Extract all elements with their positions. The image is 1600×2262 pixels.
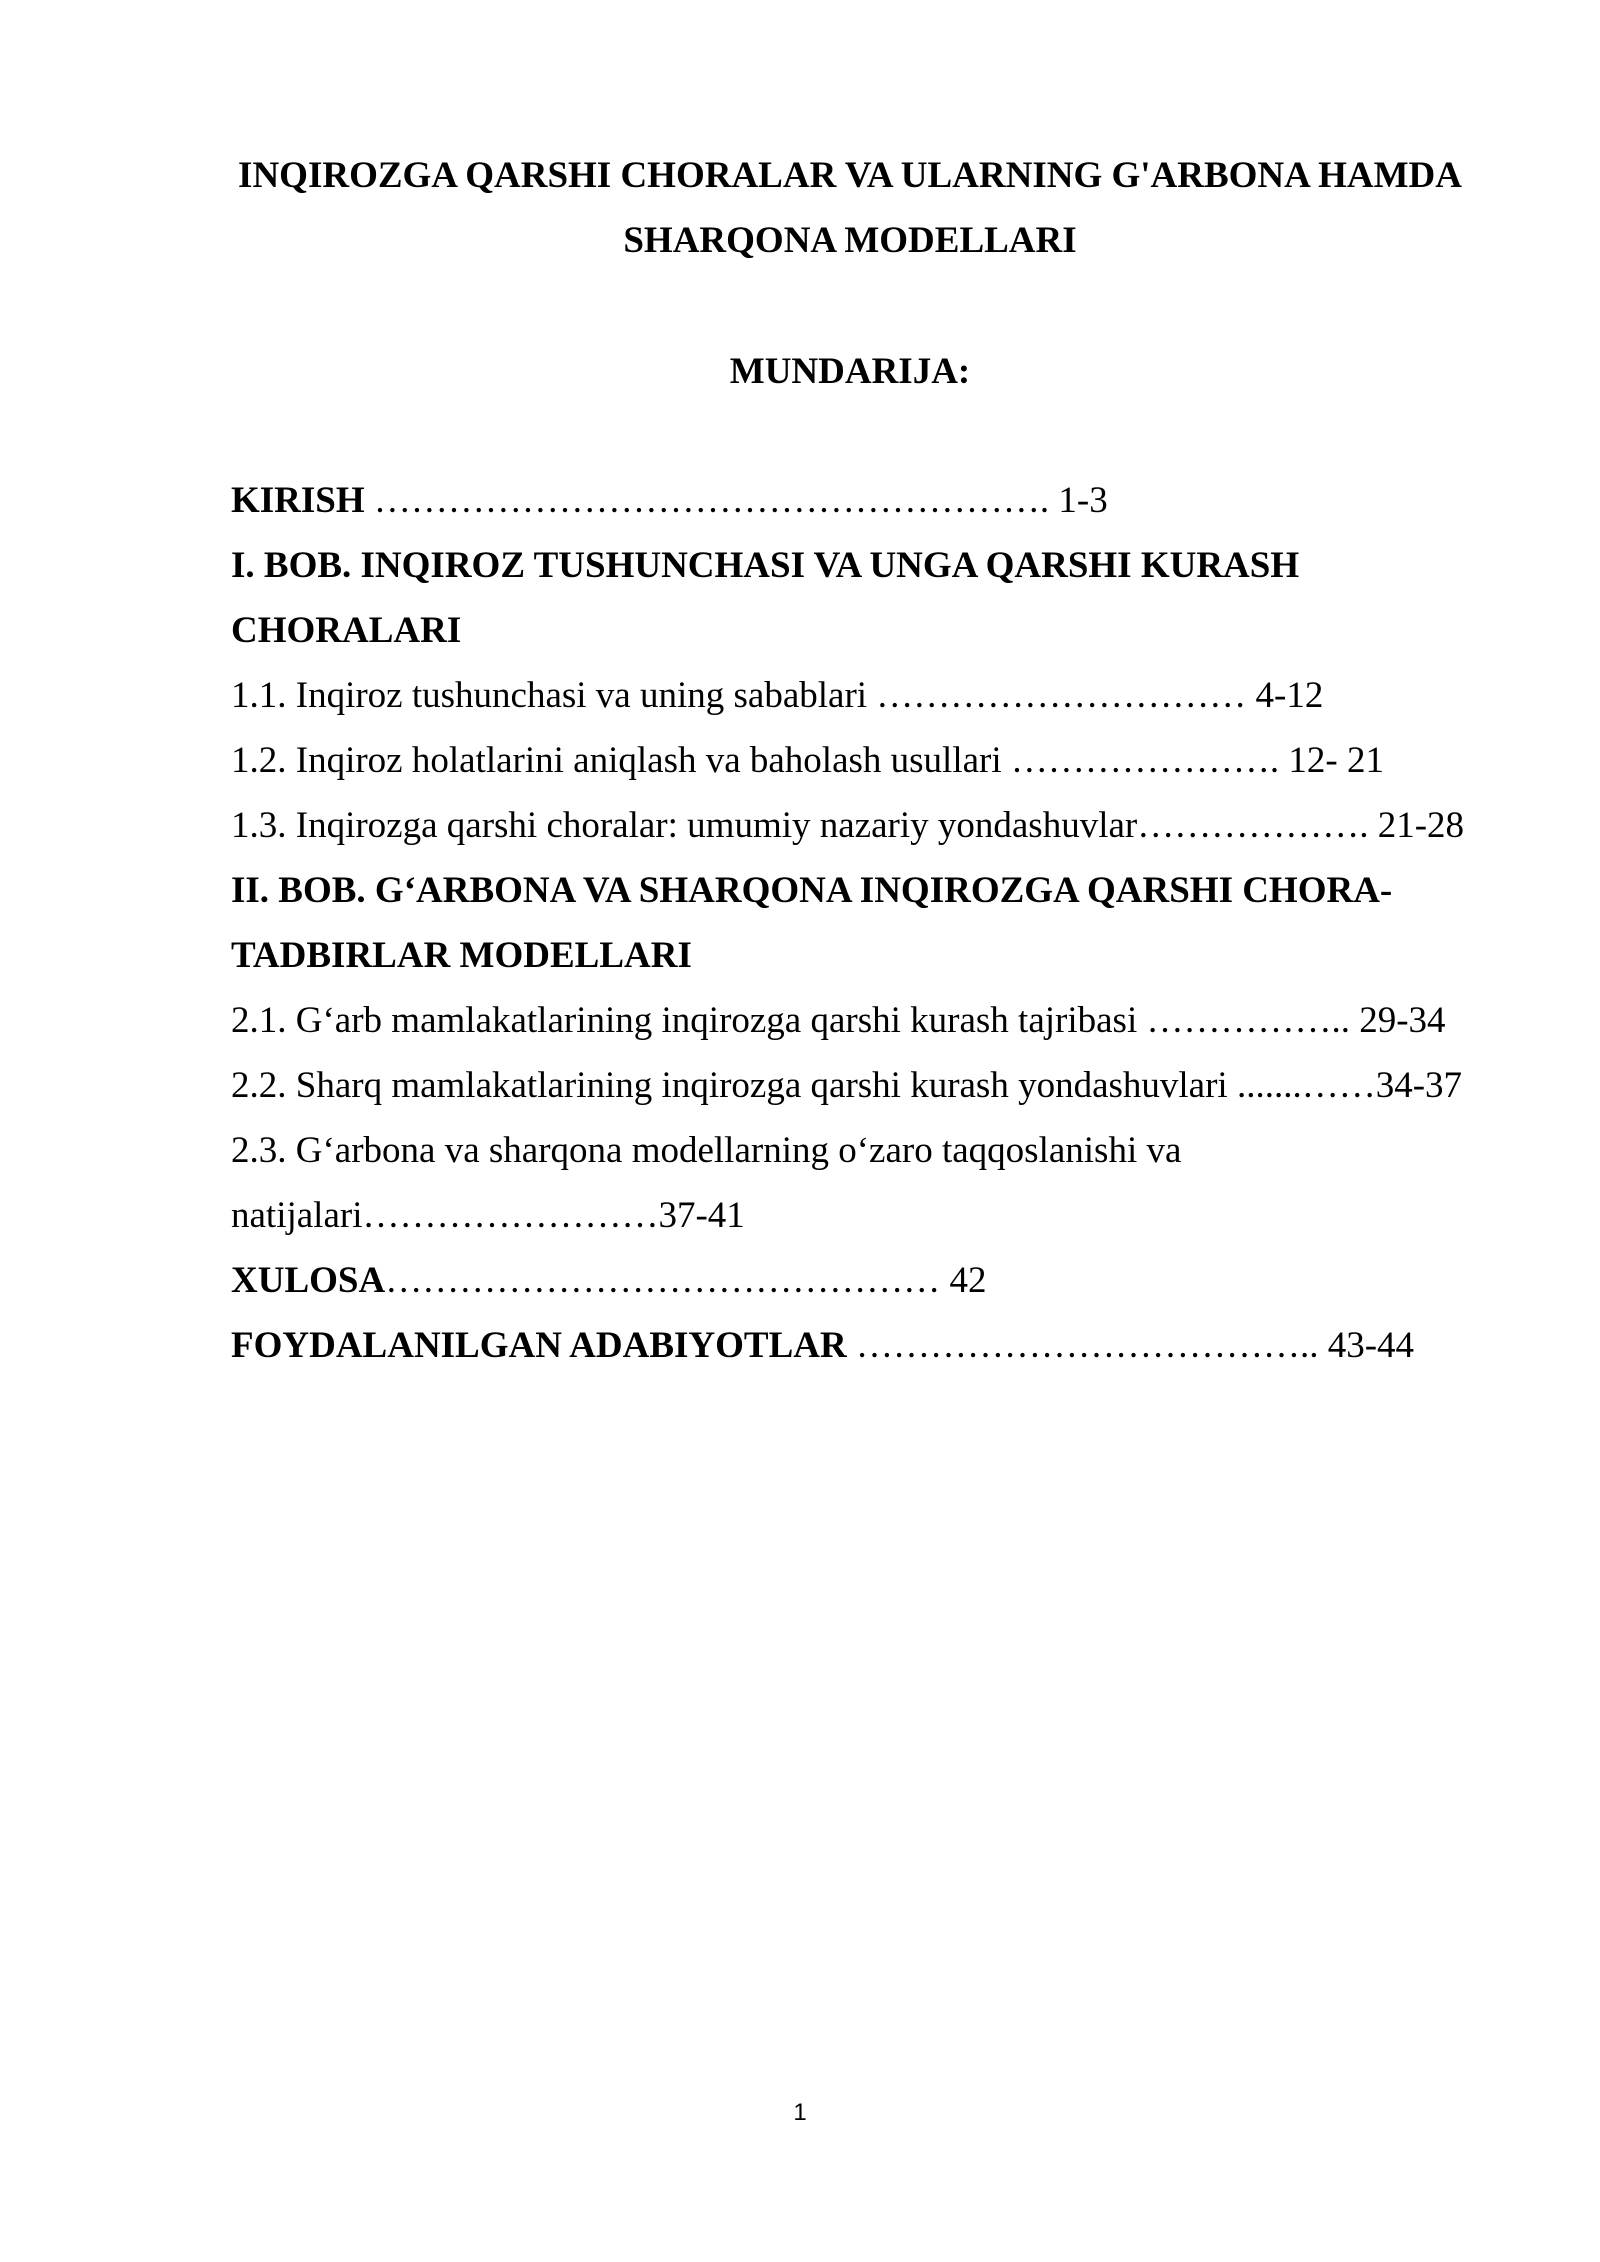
toc-entry-2-3-line-2: natijalari……………………37-41: [231, 1195, 745, 1236]
toc-entry-xulosa-label: XULOSA: [231, 1260, 386, 1301]
toc-entry-1-1: 1.1. Inqiroz tushunchasi va uning sabablari ………………………… 4-12: [231, 675, 1324, 716]
page-number: 1: [793, 2099, 807, 2126]
toc-entry-2-1: 2.1. G‘arb mamlakatlarining inqirozga qarshi kurash tajribasi …………….. 29-34: [231, 1000, 1446, 1041]
toc-entry-kirish: [231, 468, 1531, 533]
title-line-1: INQIROZGA QARSHI CHORALAR VA ULARNING G'ARBONA HAMDA: [238, 155, 1462, 196]
toc-entry-xulosa: [231, 1248, 1531, 1313]
toc-entry-1-3: 1.3. Inqirozga qarshi choralar: umumiy nazariy yondashuvlar………………. 21-28: [231, 805, 1465, 846]
toc-entry-adabiyotlar: [231, 1313, 1531, 1378]
toc-chapter-1-line-1: I. BOB. INQIROZ TUSHUNCHASI VA UNGA QARSHI KURASH: [231, 545, 1300, 586]
toc-entry-kirish-label: KIRISH: [231, 480, 365, 521]
toc-chapter-2-line-2: TADBIRLAR MODELLARI: [231, 935, 692, 976]
toc-entry-2-3-line-1: 2.3. G‘arbona va sharqona modellarning o‘zaro taqqoslanishi va: [231, 1130, 1182, 1171]
toc-chapter-1-line-2: CHORALARI: [231, 610, 462, 651]
toc-entry-adabiyotlar-pages: ……………………………….. 43-44: [846, 1325, 1415, 1366]
toc-entry-kirish-pages: ………………………………………………. 1-3: [364, 480, 1108, 521]
toc-entry-adabiyotlar-label: FOYDALANILGAN ADABIYOTLAR: [231, 1325, 847, 1366]
toc-chapter-2-line-1: II. BOB. G‘ARBONA VA SHARQONA INQIROZGA QARSHI CHORA-: [231, 870, 1393, 911]
toc-entry-1-2: 1.2. Inqiroz holatlarini aniqlash va baholash usullari …………………. 12- 21: [231, 740, 1384, 781]
toc-heading: MUNDARIJA:: [729, 351, 971, 392]
title-line-2: SHARQONA MODELLARI: [623, 220, 1077, 261]
document-title: [200, 143, 1500, 273]
table-of-contents: [231, 468, 1531, 1378]
toc-entry-xulosa-pages: ……………………………………… 42: [385, 1260, 987, 1301]
toc-entry-2-2: 2.2. Sharq mamlakatlarining inqirozga qarshi kurash yondashuvlari .......……34-37: [231, 1065, 1463, 1106]
